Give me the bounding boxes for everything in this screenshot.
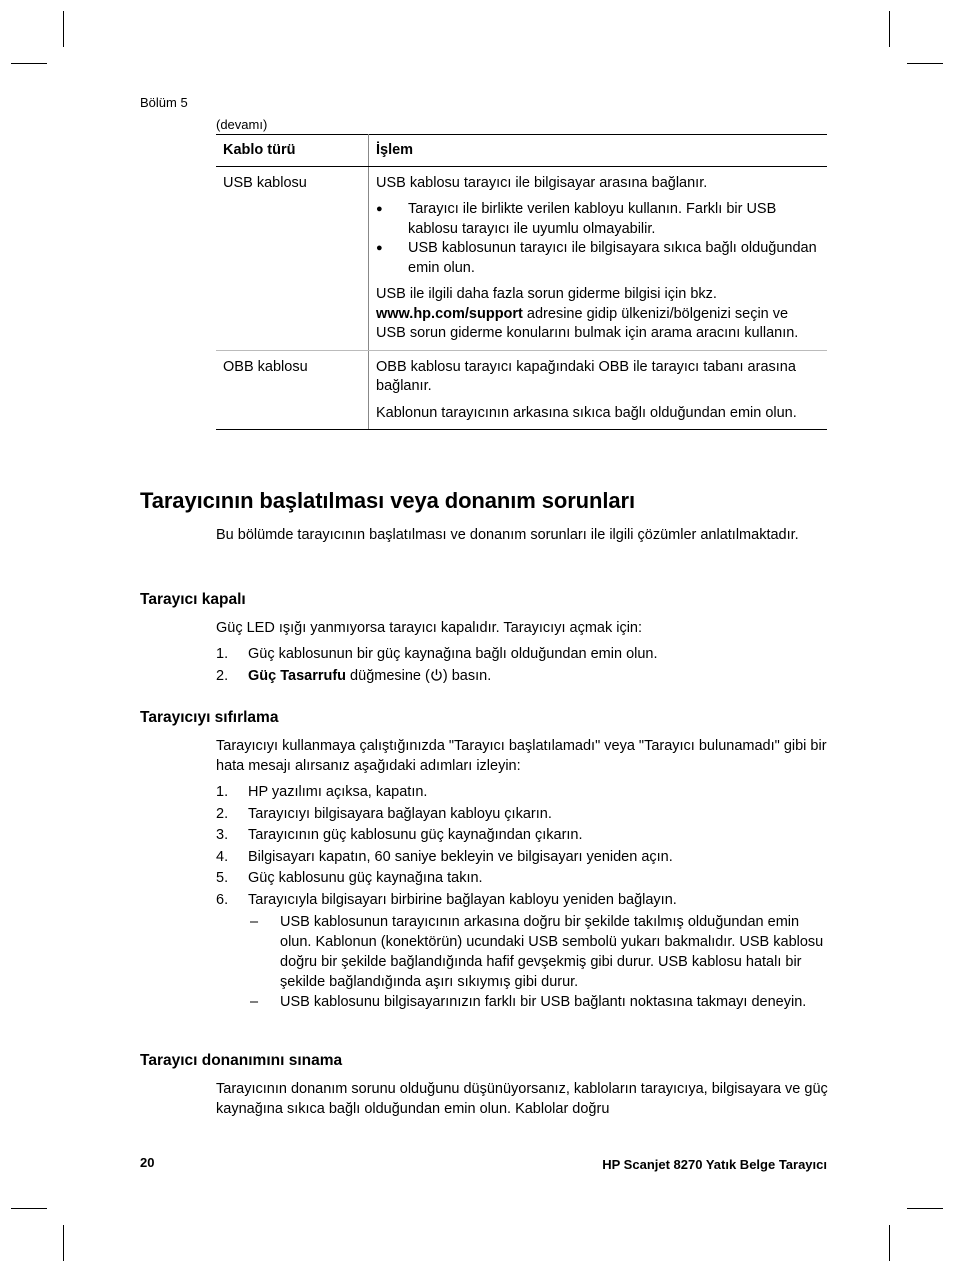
step-text: düğmesine ( — [346, 667, 430, 684]
list-item — [216, 782, 828, 802]
hwtest-intro: Tarayıcının donanım sorunu olduğunu düşünüyorsanız, kabloların tarayıcıya, bilgisayara ve güç kaynağına sıkıca bağlı olduğundan emin olun. Kablolar doğru — [216, 1081, 828, 1117]
table-row — [216, 166, 827, 350]
crop-mark — [907, 1208, 943, 1209]
dash-item — [248, 992, 828, 1012]
list-number: 2. — [216, 667, 229, 684]
bullet-item: ● Tarayıcı ile birlikte verilen kabloyu kullanın. Farklı bir USB kablosu tarayıcı ile uyumlu olmayabilir. — [376, 200, 820, 239]
cell-action — [369, 350, 828, 430]
list-number: 5. — [216, 870, 229, 886]
step-text: Bilgisayarı kapatın, 60 saniye bekleyin ve bilgisayarı yeniden açın. — [248, 848, 673, 865]
note-text: adresine gidip ülkenizi/bölgenizi seçin ve USB sorun giderme konularını bulmak için arama aracını kullanın. — [376, 305, 799, 341]
cell-action — [369, 166, 828, 350]
crop-mark — [889, 11, 890, 47]
support-link: www.hp.com/support — [376, 305, 523, 322]
obb-paragraph: OBB kablosu tarayıcı kapağındaki OBB ile tarayıcı tabanı arasına bağlanır. — [376, 358, 796, 394]
list-item — [216, 847, 828, 867]
crop-mark — [907, 63, 943, 64]
crop-mark — [11, 63, 47, 64]
list-item — [216, 868, 828, 888]
step-text: Tarayıcının güç kablosunu güç kaynağından çıkarın. — [248, 827, 583, 843]
usb-bullet-list — [376, 200, 820, 278]
reset-steps — [216, 782, 828, 1013]
list-number: 6. — [216, 891, 229, 908]
crop-mark — [63, 11, 64, 47]
product-name: HP Scanjet 8270 Yatık Belge Tarayıcı — [602, 1157, 827, 1172]
list-item — [216, 666, 828, 688]
bullet-item: ● USB kablosunun tarayıcı ile bilgisayara sıkıca bağlı olduğundan emin olun. — [376, 239, 820, 278]
continued-label: (devamı) — [216, 117, 268, 132]
column-header-action: İşlem — [369, 135, 828, 167]
step-text: Tarayıcıyı bilgisayara bağlayan kabloyu çıkarın. — [248, 805, 552, 822]
subitem-text: USB kablosunu bilgisayarınızın farklı bir USB bağlantı noktasına takmayı deneyin. — [280, 993, 807, 1010]
list-number: 1. — [216, 784, 229, 800]
subsection-heading-off: Tarayıcı kapalı — [140, 591, 246, 608]
dash-item — [248, 912, 828, 992]
list-item — [216, 804, 828, 824]
subitem-text: USB kablosunun tarayıcının arkasına doğru bir şekilde takılmış olduğundan emin olun. Kablonun (konektörün) ucundaki USB sembolü yukarı bakmalıdır. USB kablosu doğru bir şekilde bağlandığında hafif gevşekmiş gibi durur. USB kablosu hatalı bir şekilde bağlandığında aşırı sıkıymış gibi durur. — [280, 913, 824, 990]
step-text: Tarayıcıyla bilgisayarı birbirine bağlayan kabloyu yeniden bağlayın. — [248, 891, 677, 908]
table-row — [216, 350, 827, 430]
list-item — [216, 644, 828, 664]
list-item — [216, 825, 828, 845]
crop-mark — [63, 1225, 64, 1261]
usb-intro: USB kablosu tarayıcı ile bilgisayar arasına bağlanır. — [376, 174, 708, 191]
cell-cable-type: USB kablosu — [216, 166, 369, 350]
section-intro: Bu bölümde tarayıcının başlatılması ve donanım sorunları ile ilgili çözümler anlatılmaktadır. — [216, 527, 799, 543]
list-number: 1. — [216, 646, 229, 662]
step-text: Güç kablosunun bir güç kaynağına bağlı olduğundan emin olun. — [248, 646, 658, 662]
reset-intro: Tarayıcıyı kullanmaya çalıştığınızda "Tarayıcı başlatılamadı" veya "Tarayıcı bulunamadı" gibi bir hata mesajı alırsanız aşağıdaki adımları izleyin: — [216, 738, 827, 774]
cable-table — [216, 134, 827, 430]
off-steps — [216, 644, 828, 689]
button-name: Güç Tasarrufu — [248, 667, 347, 684]
note-text: USB ile ilgili daha fazla sorun giderme bilgisi için bkz. — [376, 286, 717, 302]
list-number: 4. — [216, 848, 229, 865]
section-title: Tarayıcının başlatılması veya donanım sorunları — [140, 488, 635, 513]
power-icon — [430, 668, 443, 688]
off-intro: Güç LED ışığı yanmıyorsa tarayıcı kapalıdır. Tarayıcıyı açmak için: — [216, 620, 643, 636]
list-item — [216, 890, 828, 1012]
chapter-label: Bölüm 5 — [140, 95, 188, 110]
crop-mark — [889, 1225, 890, 1261]
dash-marker: – — [250, 993, 259, 1010]
step-text: HP yazılımı açıksa, kapatın. — [248, 784, 428, 800]
subsection-heading-reset: Tarayıcıyı sıfırlama — [140, 709, 279, 726]
page-number: 20 — [140, 1155, 155, 1170]
list-number: 2. — [216, 805, 229, 822]
obb-paragraph: Kablonun tarayıcının arkasına sıkıca bağlı olduğundan emin olun. — [376, 404, 797, 421]
reset-subitems — [248, 912, 828, 1012]
table-header-row — [216, 135, 827, 167]
usb-support-note — [376, 285, 820, 344]
list-number: 3. — [216, 827, 229, 843]
subsection-heading-hwtest: Tarayıcı donanımını sınama — [140, 1052, 343, 1069]
crop-mark — [11, 1208, 47, 1209]
column-header-cable-type: Kablo türü — [216, 135, 369, 167]
step-text: Güç kablosunu güç kaynağına takın. — [248, 870, 483, 886]
dash-marker: – — [250, 913, 259, 930]
cell-cable-type: OBB kablosu — [216, 350, 369, 430]
step-text: ) basın. — [442, 667, 492, 684]
